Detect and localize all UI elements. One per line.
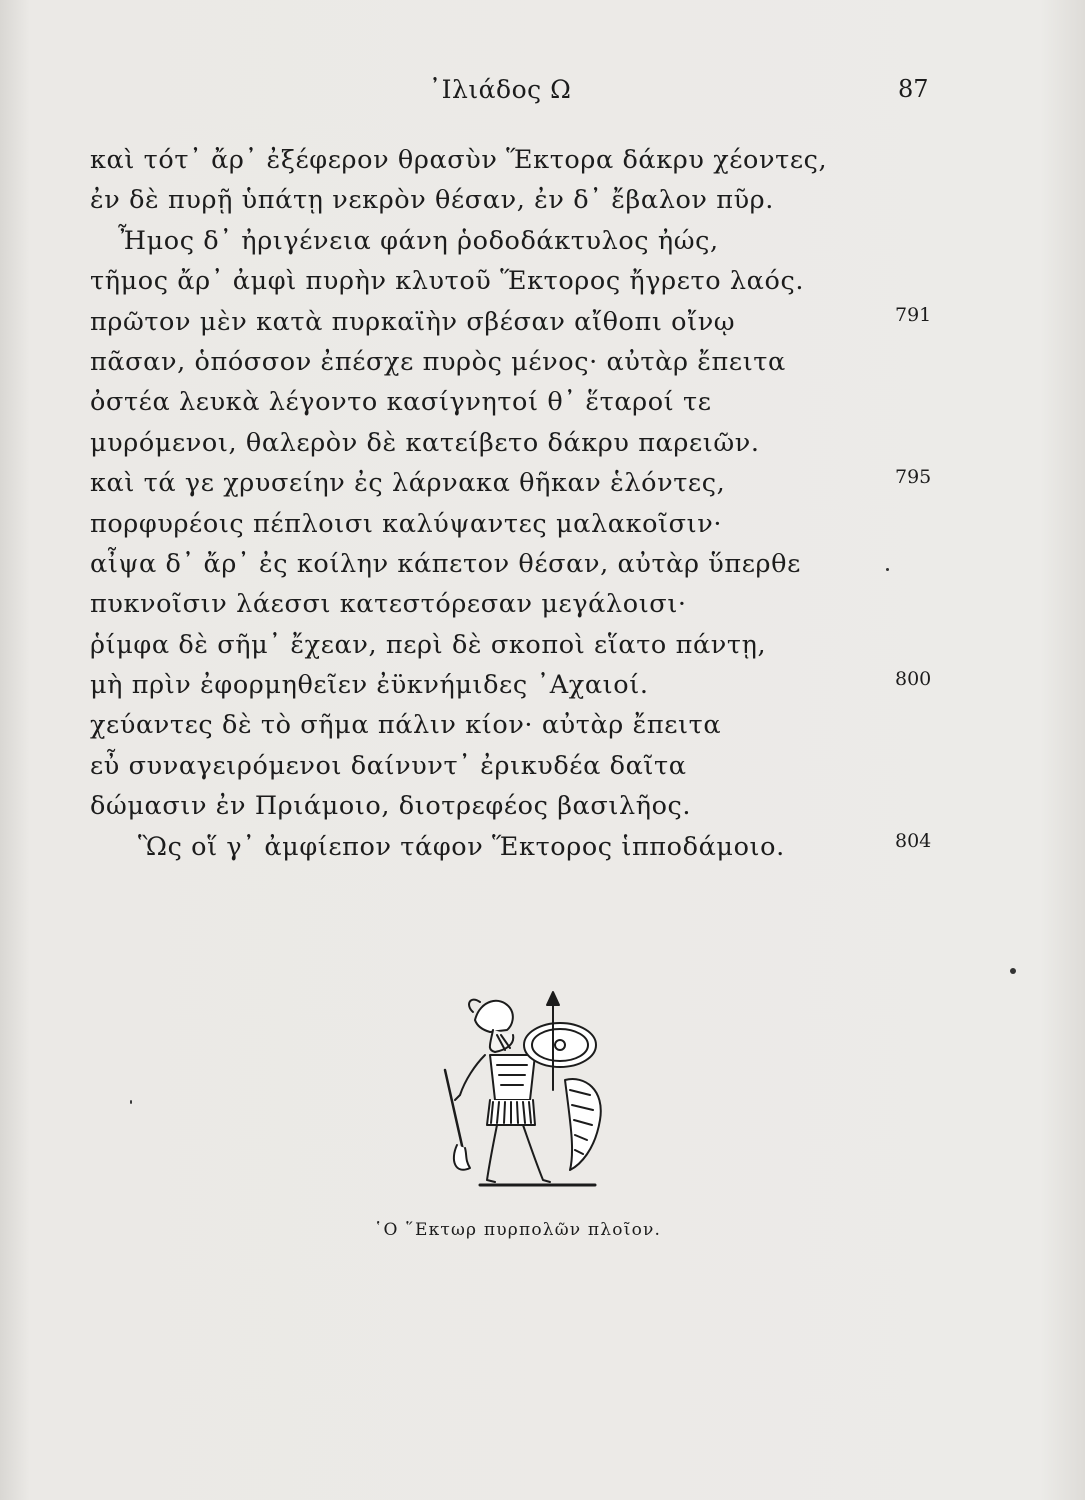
verse-line-4: τῆμος ἄρ᾿ ἀμφὶ πυρὴν κλυτοῦ Ἕκτορος ἤγρετο λαός.: [90, 266, 805, 297]
verse-line-18: Ὣς οἵ γ᾿ ἀμφίεπον τάφον Ἕκτορος ἱπποδάμοιο.: [138, 831, 785, 862]
verse-line-5: πρῶτον μὲν κατὰ πυρκαϊὴν σβέσαν αἴθοπι οἴνῳ: [90, 306, 736, 337]
verse-line-12: πυκνοῖσιν λάεσσι κατεστόρεσαν μεγάλοισι·: [90, 589, 687, 620]
warrior-illustration: [435, 990, 635, 1200]
figure-caption: ῾Ο ῞Εκτωρ πυρπολῶν πλοῖον.: [373, 1220, 662, 1240]
verse-line-13: ῥίμφα δὲ σῆμ᾿ ἔχεαν, περὶ δὲ σκοποὶ εἵατο πάντῃ,: [90, 629, 767, 660]
verse-line-15: χεύαντες δὲ τὸ σῆμα πάλιν κίον· αὐτὰρ ἔπειτα: [90, 710, 722, 741]
verse-block: [90, 140, 850, 867]
verse-line-8: μυρόμενοι, θαλερὸν δὲ κατείβετο δάκρυ παρειῶν.: [90, 427, 760, 458]
verse-line-7: ὀστέα λευκὰ λέγοντο κασίγνητοί θ᾿ ἕταροί τε: [90, 387, 712, 418]
verse-line-3: Ἦμος δ᾿ ἠριγένεια φάνη ῥοδοδάκτυλος ἠώς,: [118, 225, 719, 256]
verse-line-2: ἐν δὲ πυρῇ ὑπάτῃ νεκρὸν θέσαν, ἐν δ᾿ ἔβαλον πῦρ.: [90, 185, 774, 216]
verse-line-16: εὖ συναγειρόμενοι δαίνυντ᾿ ἐρικυδέα δαῖτα: [90, 750, 687, 781]
line-number-791: 791: [895, 304, 932, 326]
line-number-800: 800: [895, 668, 932, 690]
verse-line-1: καὶ τότ᾿ ἄρ᾿ ἐξέφερον θρασὺν Ἕκτορα δάκρυ χέοντες,: [90, 145, 828, 175]
verse-line-9: καὶ τά γε χρυσείην ἐς λάρνακα θῆκαν ἑλόντες,: [90, 468, 726, 499]
ink-speck: [130, 1100, 132, 1104]
verse-line-14: μὴ πρὶν ἐφορμηθεῖεν ἐϋκνήμιδες ᾿Αχαιοί.: [90, 670, 649, 701]
ink-speck: [886, 568, 889, 571]
line-number-804: 804: [895, 830, 932, 852]
verse-line-6: πᾶσαν, ὁπόσσον ἐπέσχε πυρὸς μένος· αὐτὰρ ἔπειτα: [90, 346, 786, 377]
verse-line-10: πορφυρέοις πέπλοισι καλύψαντες μαλακοῖσιν·: [90, 508, 723, 539]
verse-line-17: δώμασιν ἐν Πριάμοιο, διοτρεφέος βασιλῆος.: [90, 791, 692, 822]
running-head-title: ᾿Ιλιάδος Ω: [428, 75, 572, 104]
line-number-795: 795: [895, 466, 932, 488]
page-number: 87: [898, 75, 929, 103]
verse-line-11: αἶψα δ᾿ ἄρ᾿ ἐς κοίλην κάπετον θέσαν, αὐτὰρ ὕπερθε: [90, 548, 801, 579]
ink-speck: [1010, 968, 1016, 974]
